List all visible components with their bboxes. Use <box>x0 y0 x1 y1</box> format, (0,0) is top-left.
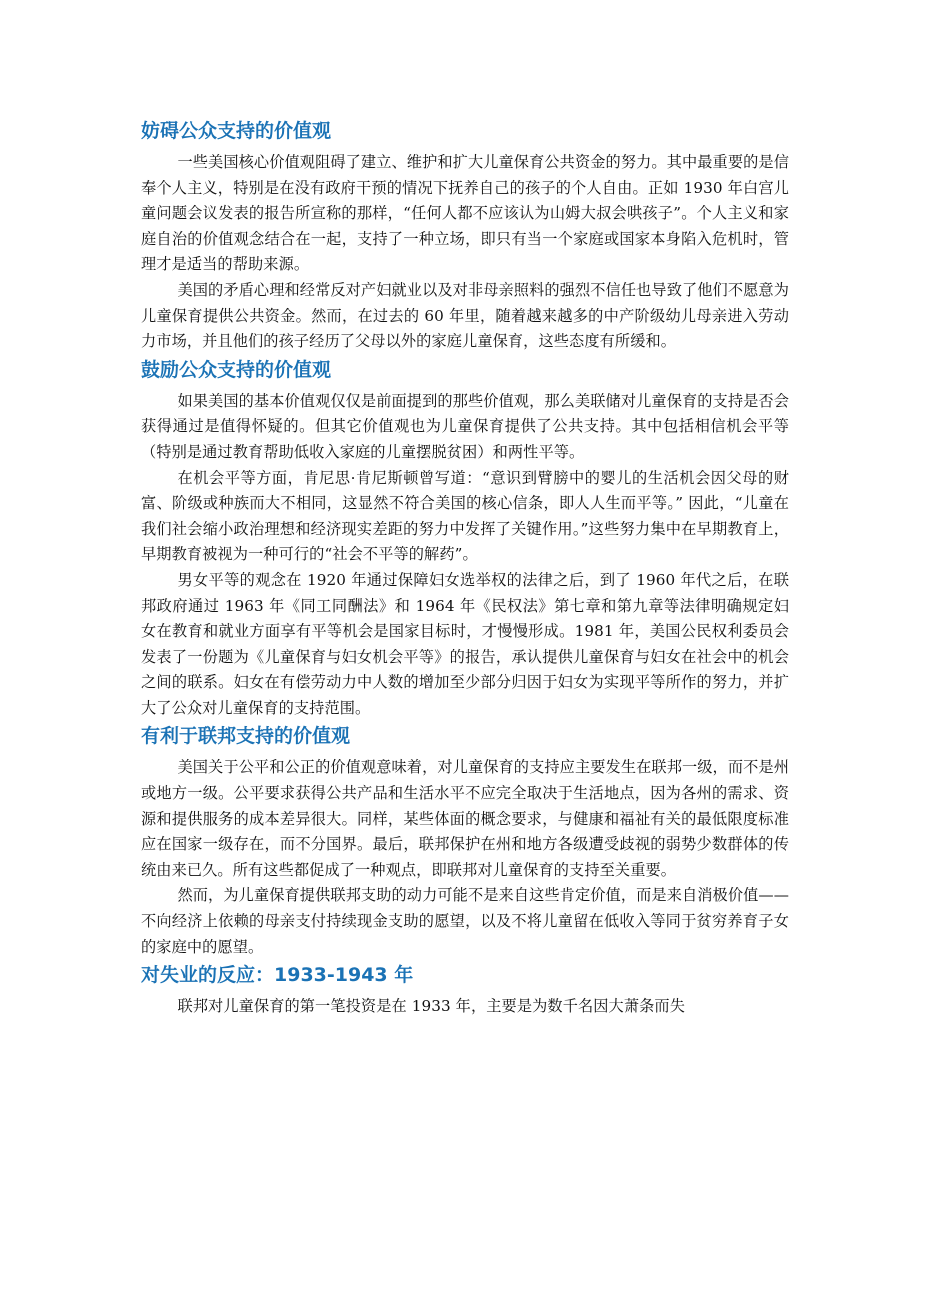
paragraph: 然而，为儿童保育提供联邦支助的动力可能不是来自这些肯定价值，而是来自消极价值——不向经济上依赖的母亲支付持续现金支助的愿望，以及不将儿童留在低收入等同于贫穷养育子女的家庭中的愿望。 <box>141 886 789 956</box>
paragraph: 如果美国的基本价值观仅仅是前面提到的那些价值观，那么美联储对儿童保育的支持是否会获得通过是值得怀疑的。但其它价值观也为儿童保育提供了公共支持。其中包括相信机会平等（特别是通过教育帮助低收入家庭的儿童摆脱贫困）和两性平等。 <box>141 391 789 461</box>
section-heading: 对失业的反应：1933-1943 年 <box>141 964 414 987</box>
document-page <box>141 118 789 1020</box>
section-heading: 鼓励公众支持的价值观 <box>141 358 332 381</box>
section-heading: 有利于联邦支持的价值观 <box>141 725 351 748</box>
section-federal-support-values <box>141 723 789 960</box>
section-unemployment-response <box>141 962 789 1020</box>
paragraph: 联邦对儿童保育的第一笔投资是在 1933 年，主要是为数千名因大萧条而失 <box>177 997 685 1016</box>
paragraph: 一些美国核心价值观阻碍了建立、维护和扩大儿童保育公共资金的努力。其中最重要的是信奉个人主义，特别是在没有政府干预的情况下抚养自己的孩子的个人自由。正如 1930 年白宫儿童问题会议发表的报告所宣称的那样，“任何人都不应该认为山姆大叔会哄孩子”。个人主义和家庭自治的价值观念结合在一起，支持了一种立场，即只有当一个家庭或国家本身陷入危机时，管理才是适当的帮助来源。 <box>141 153 789 274</box>
paragraph: 美国的矛盾心理和经常反对产妇就业以及对非母亲照料的强烈不信任也导致了他们不愿意为儿童保育提供公共资金。然而，在过去的 60 年里，随着越来越多的中产阶级幼儿母亲进入劳动力市场，并且他们的孩子经历了父母以外的家庭儿童保育，这些态度有所缓和。 <box>141 280 789 351</box>
section-heading: 妨碍公众支持的价值观 <box>141 120 332 142</box>
paragraph: 在机会平等方面，肯尼思·肯尼斯顿曾写道：“意识到臂膀中的婴儿的生活机会因父母的财富、阶级或种族而大不相同，这显然不符合美国的核心信条，即人人生而平等。” 因此，“儿童在我们社会缩小政治理想和经济现实差距的努力中发挥了关键作用。”这些努力集中在早期教育上，早期教育被视为一种可行的“社会不平等的解药”。 <box>141 468 789 564</box>
paragraph: 美国关于公平和公正的价值观意味着，对儿童保育的支持应主要发生在联邦一级，而不是州或地方一级。公平要求获得公共产品和生活水平不应完全取决于生活地点，因为各州的需求、资源和提供服务的成本差异很大。同样，某些体面的概念要求，与健康和福祉有关的最低限度标准应在国家一级存在，而不分国界。最后，联邦保护在州和地方各级遭受歧视的弱势少数群体的传统由来已久。所有这些都促成了一种观点，即联邦对儿童保育的支持至关重要。 <box>141 758 789 879</box>
section-encouraging-values <box>141 357 789 722</box>
section-obstructing-values <box>141 118 789 355</box>
paragraph: 男女平等的观念在 1920 年通过保障妇女选举权的法律之后，到了 1960 年代之后，在联邦政府通过 1963 年《同工同酬法》和 1964 年《民权法》第七章和第九章等法律明确规定妇女在教育和就业方面享有平等机会是国家目标时，才慢慢形成。1981 年，美国公民权利委员会发表了一份题为《儿童保育与妇女机会平等》的报告，承认提供儿童保育与妇女在社会中的机会之间的联系。妇女在有偿劳动力中人数的增加至少部分归因于妇女为实现平等所作的努力，并扩大了公众对儿童保育的支持范围。 <box>141 570 789 717</box>
